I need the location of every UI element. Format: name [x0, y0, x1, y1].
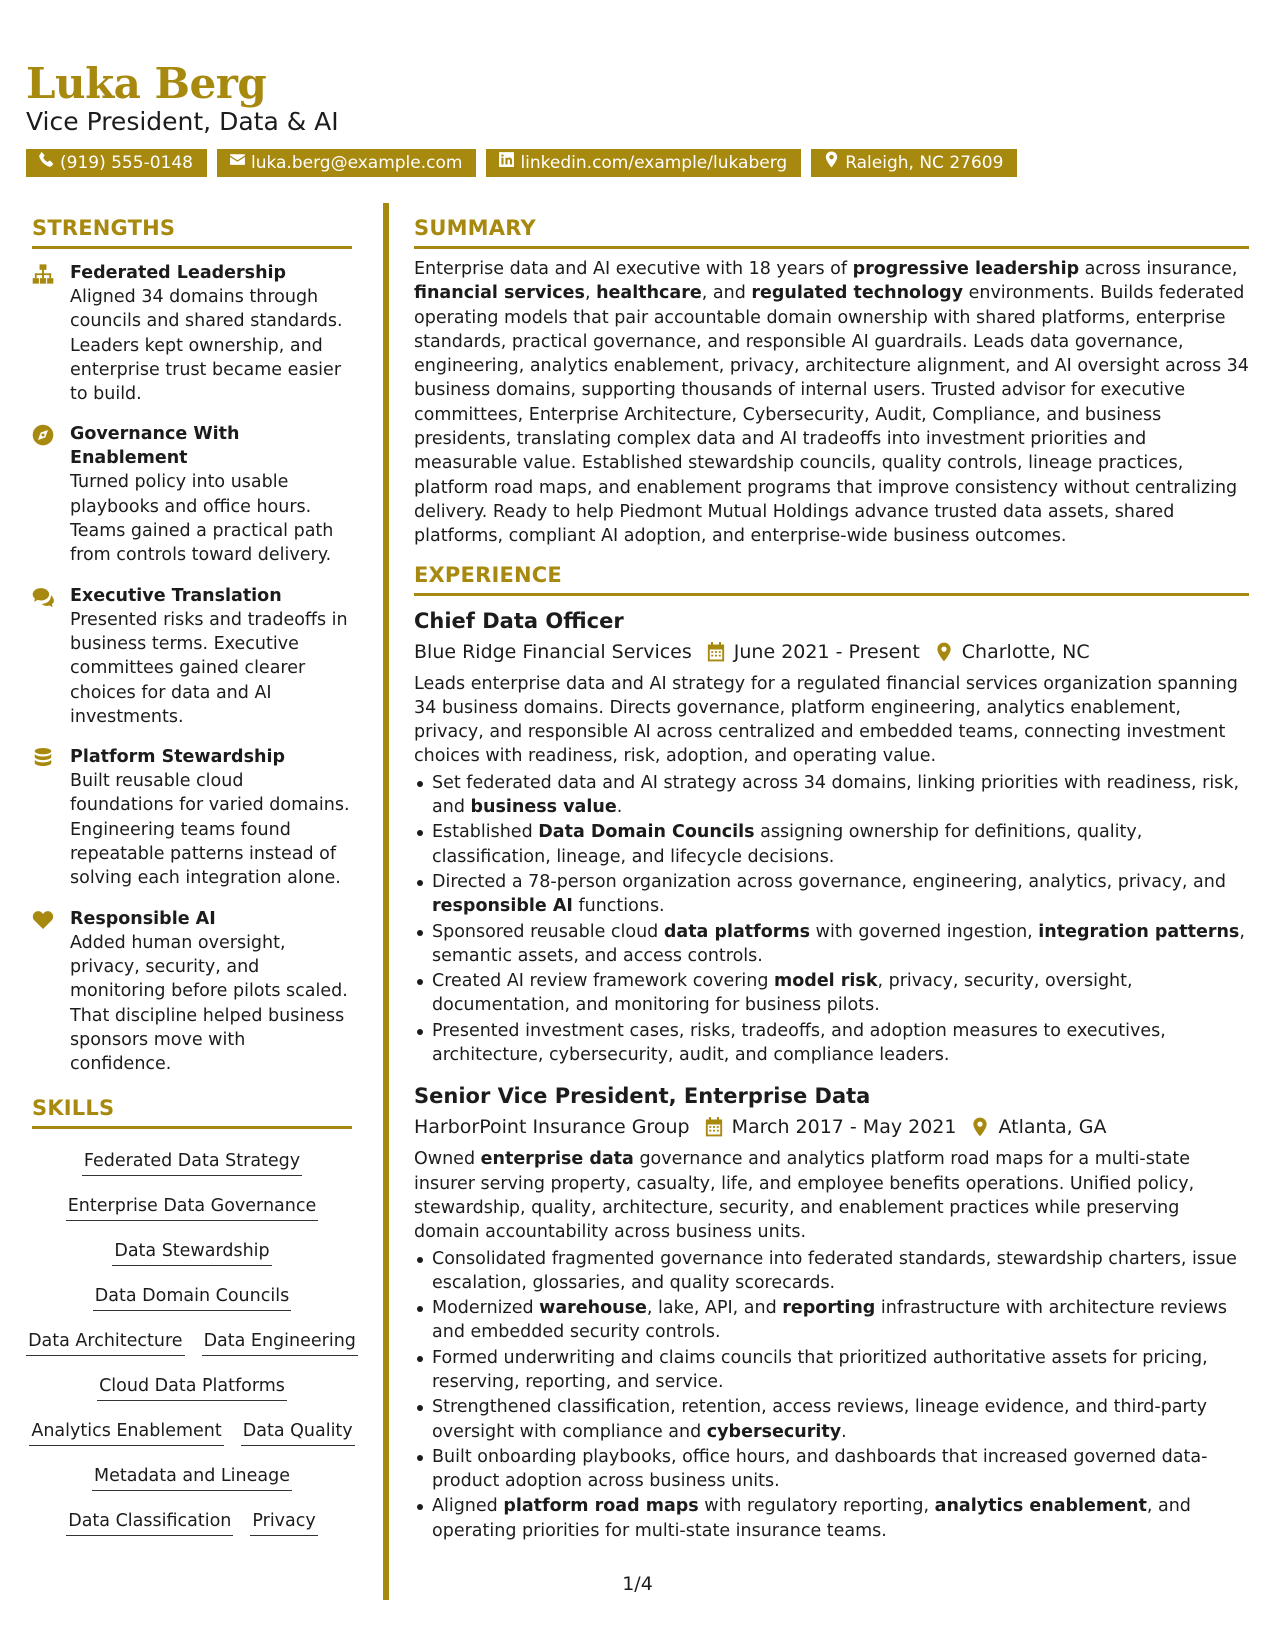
bold-text: data platforms	[663, 921, 811, 942]
strength-title: Platform Stewardship	[70, 747, 285, 768]
text-run: Directed a 78-person organization across governance, engineering, analytics, privacy, and	[432, 871, 1226, 892]
text-run: , lake, API, and	[646, 1298, 783, 1319]
bold-text: model risk	[774, 971, 878, 992]
contact-linkedin[interactable]	[486, 149, 801, 177]
text-run: Formed underwriting and claims councils that prioritized authoritative assets for pricing, reserving, reporting, and service.	[432, 1347, 1208, 1392]
text-run: Sponsored reusable cloud	[432, 921, 664, 942]
heart-icon	[32, 909, 54, 931]
skill-row	[29, 1407, 354, 1452]
text-run: .	[841, 1421, 847, 1442]
bullet-item	[414, 1346, 1249, 1395]
strength-desc: Aligned 34 domains through councils and shared standards. Leaders kept ownership, and enterprise trust became easier to build.	[70, 287, 343, 405]
column-divider	[383, 203, 389, 1600]
strength-item	[32, 907, 352, 1077]
bold-text: financial services	[414, 283, 585, 304]
bold-text: enterprise data	[480, 1149, 634, 1170]
bold-text: integration patterns	[1038, 921, 1240, 942]
text-run: Aligned	[432, 1496, 504, 1517]
text-run: with governed ingestion,	[810, 921, 1039, 942]
text-run: Consolidated fragmented governance into federated standards, stewardship charters, issue escalation, glossaries, and quality scorecards.	[432, 1248, 1237, 1293]
strength-title: Federated Leadership	[70, 263, 287, 283]
right-column	[414, 216, 1249, 1544]
contact-bar	[26, 149, 1251, 177]
job-bullets	[414, 771, 1249, 1068]
strength-desc: Added human oversight, privacy, security, and monitoring before pilots scaled. That discipline helped business sponsors move with confidence.	[70, 932, 348, 1075]
skill-row	[112, 1227, 271, 1272]
skill-row	[66, 1497, 318, 1542]
text-run: across insurance,	[1079, 259, 1238, 279]
bold-text: healthcare	[596, 283, 702, 304]
strength-desc: Presented risks and tradeoffs in business terms. Executive committees gained clearer choices for data and AI investments.	[70, 609, 348, 727]
job-title: Senior Vice President, Enterprise Data	[414, 1084, 871, 1109]
skill-tag: Cloud Data Platforms	[97, 1374, 287, 1401]
text-run: ,	[584, 283, 597, 304]
contact-phone-text: (919) 555-0148	[60, 153, 193, 174]
skill-row	[93, 1272, 291, 1317]
strength-item	[32, 422, 352, 567]
text-run: , semantic assets, and access controls.	[432, 921, 1245, 966]
bullet-item	[414, 1019, 1249, 1068]
job-location: Charlotte, NC	[961, 640, 1090, 663]
map-pin-icon	[970, 1117, 990, 1137]
text-run: Modernized	[432, 1298, 540, 1319]
job-title: Chief Data Officer	[414, 608, 624, 633]
bold-text: analytics enablement	[934, 1496, 1147, 1517]
text-run: Enterprise data and AI executive with 18 years of	[414, 259, 853, 279]
text-run: infrastructure with architecture reviews and embedded security controls.	[432, 1298, 1228, 1343]
contact-location	[811, 149, 1017, 177]
contact-email[interactable]	[217, 149, 476, 177]
job-dates: March 2017 - May 2021	[731, 1116, 957, 1139]
text-run: Leads enterprise data and AI strategy for a regulated financial services organization spanning 34 business domains. Directs governance, platform engineering, analytics enablement, privacy, and responsible AI across centralized and embedded teams, connecting investment choices with readiness, risk, adoption, and operating value.	[414, 673, 1238, 767]
skill-tag: Privacy	[250, 1509, 317, 1536]
bullet-item	[414, 820, 1249, 869]
strength-item	[32, 261, 352, 406]
skill-tag: Data Classification	[66, 1509, 233, 1536]
bold-text: Data Domain Councils	[538, 822, 755, 843]
job-meta	[414, 638, 1249, 666]
bold-text: platform road maps	[503, 1496, 699, 1517]
skill-row	[82, 1137, 302, 1182]
text-run: Built onboarding playbooks, office hours, and dashboards that increased governed data-product adoption across business units.	[432, 1446, 1208, 1492]
skills-heading: SKILLS	[32, 1096, 352, 1129]
skill-tag: Data Engineering	[202, 1329, 358, 1356]
strength-item	[32, 584, 352, 729]
skill-row	[92, 1452, 292, 1497]
skill-tag: Federated Data Strategy	[82, 1149, 302, 1176]
text-run: with regulatory reporting,	[698, 1496, 935, 1517]
job-description	[414, 672, 1249, 769]
compass-icon	[32, 424, 54, 446]
bold-text: responsible AI	[432, 896, 573, 917]
company-name: HarborPoint Insurance Group	[414, 1116, 690, 1139]
text-run: governance and analytics platform road maps for a multi-state insurer serving property, casualty, life, and employee benefits operations. Unified policy, stewardship, quality, architecture, security, and enablement practices while preserving domain accountability across business units.	[414, 1149, 1195, 1243]
bold-text: cybersecurity	[706, 1421, 842, 1442]
job-description	[414, 1147, 1249, 1244]
text-run: , privacy, security, oversight, documentation, and monitoring for business pilots.	[432, 971, 1133, 1016]
text-run: Strengthened classification, retention, access reviews, lineage evidence, and third-party oversight with compliance and	[432, 1397, 1207, 1442]
bullet-item	[414, 1395, 1249, 1444]
calendar-icon	[704, 1117, 724, 1137]
strength-item	[32, 745, 352, 890]
strength-title: Governance With Enablement	[70, 424, 240, 469]
job-location: Atlanta, GA	[998, 1116, 1107, 1139]
map-pin-icon	[823, 149, 840, 177]
contact-location-text: Raleigh, NC 27609	[845, 153, 1004, 174]
skill-tag: Data Quality	[241, 1419, 355, 1446]
envelope-icon	[229, 149, 246, 177]
bold-text: regulated technology	[751, 283, 964, 304]
bold-text: warehouse	[539, 1298, 647, 1319]
text-run: Created AI review framework covering	[432, 971, 775, 992]
skill-tag: Enterprise Data Governance	[66, 1194, 319, 1221]
skill-tag: Data Stewardship	[112, 1239, 271, 1266]
text-run: Established	[432, 822, 539, 843]
text-run: .	[616, 797, 623, 818]
skill-tag: Analytics Enablement	[29, 1419, 223, 1446]
text-run: assigning ownership for definitions, quality, classification, lineage, and lifecycle decisions.	[432, 822, 1143, 867]
bold-text: reporting	[782, 1298, 876, 1319]
skills-list	[28, 1137, 356, 1542]
job-entry	[414, 606, 1249, 1068]
bullet-item	[414, 870, 1249, 919]
text-run: , and	[701, 283, 752, 304]
skill-tag: Metadata and Lineage	[92, 1464, 292, 1491]
text-run: functions.	[572, 896, 665, 917]
skill-tag: Data Domain Councils	[93, 1284, 291, 1311]
bullet-item	[414, 1247, 1249, 1296]
job-meta	[414, 1113, 1249, 1141]
strength-title: Responsible AI	[70, 908, 216, 929]
skill-row	[66, 1182, 319, 1227]
summary-text	[414, 257, 1249, 549]
strengths-list	[32, 261, 352, 1076]
contact-linkedin-text: linkedin.com/example/lukaberg	[520, 153, 788, 174]
bullet-item	[414, 920, 1249, 969]
experience-list	[414, 606, 1249, 1544]
bullet-item	[414, 1494, 1249, 1543]
bullet-item	[414, 969, 1249, 1018]
candidate-role: Vice President, Data & AI	[26, 107, 339, 137]
phone-icon	[38, 149, 55, 177]
map-pin-icon	[934, 642, 954, 662]
strength-desc: Built reusable cloud foundations for varied domains. Engineering teams found repeatable patterns instead of solving each integration alone.	[70, 771, 350, 889]
linkedin-icon	[498, 149, 515, 177]
text-run: , and operating priorities for multi-state insurance teams.	[432, 1496, 1191, 1541]
bullet-item	[414, 1445, 1249, 1494]
text-run: Owned	[414, 1149, 481, 1170]
job-bullets	[414, 1247, 1249, 1544]
experience-heading: EXPERIENCE	[414, 563, 1249, 596]
bold-text: progressive leadership	[852, 259, 1080, 279]
skill-tag: Data Architecture	[26, 1329, 184, 1356]
text-run: environments. Builds federated operating models that pair accountable domain ownership with shared platforms, enterprise standards, practical governance, and responsible AI guardrails. Leads data governance, engineering, analytics enablement, privacy, architecture alignment, and AI oversight across 34 business domains, supporting thousands of internal users. Trusted advisor for executive committees, Enterprise Architecture, Cybersecurity, Audit, Compliance, and business presidents, translating complex data and AI tradeoffs into investment priorities and measurable value. Established stewardship councils, quality controls, lineage practices, platform road maps, and enablement programs that improve consistency without centralizing delivery. Ready to help Piedmont Mutual Holdings advance trusted data assets, shared platforms, compliant AI adoption, and enterprise-wide business outcomes.	[414, 283, 1249, 547]
skill-row	[97, 1362, 287, 1407]
summary-heading: SUMMARY	[414, 216, 1249, 249]
contact-email-text: luka.berg@example.com	[250, 153, 463, 174]
strength-title: Executive Translation	[70, 585, 282, 606]
job-dates: June 2021 - Present	[733, 640, 920, 663]
strength-desc: Turned policy into usable playbooks and office hours. Teams gained a practical path from controls toward delivery.	[70, 472, 334, 566]
text-run: Presented investment cases, risks, tradeoffs, and adoption measures to executives, architecture, cybersecurity, audit, and compliance leaders.	[432, 1020, 1166, 1066]
candidate-name: Luka Berg	[26, 59, 267, 108]
bullet-item	[414, 1296, 1249, 1345]
bullet-item	[414, 771, 1249, 820]
resume-header	[26, 60, 1251, 177]
calendar-icon	[706, 642, 726, 662]
strengths-heading: STRENGTHS	[32, 216, 352, 249]
text-run: Set federated data and AI strategy across 34 domains, linking priorities with readiness, risk, and	[432, 772, 1240, 818]
comments-icon	[32, 586, 54, 608]
company-name: Blue Ridge Financial Services	[414, 640, 692, 663]
page-indicator: 1/4	[622, 1573, 653, 1595]
left-column	[28, 216, 356, 1542]
org-chart-icon	[32, 263, 54, 285]
bold-text: business value	[470, 797, 617, 818]
job-entry	[414, 1081, 1249, 1543]
skill-row	[26, 1317, 358, 1362]
database-icon	[32, 747, 54, 769]
contact-phone[interactable]	[26, 149, 207, 177]
